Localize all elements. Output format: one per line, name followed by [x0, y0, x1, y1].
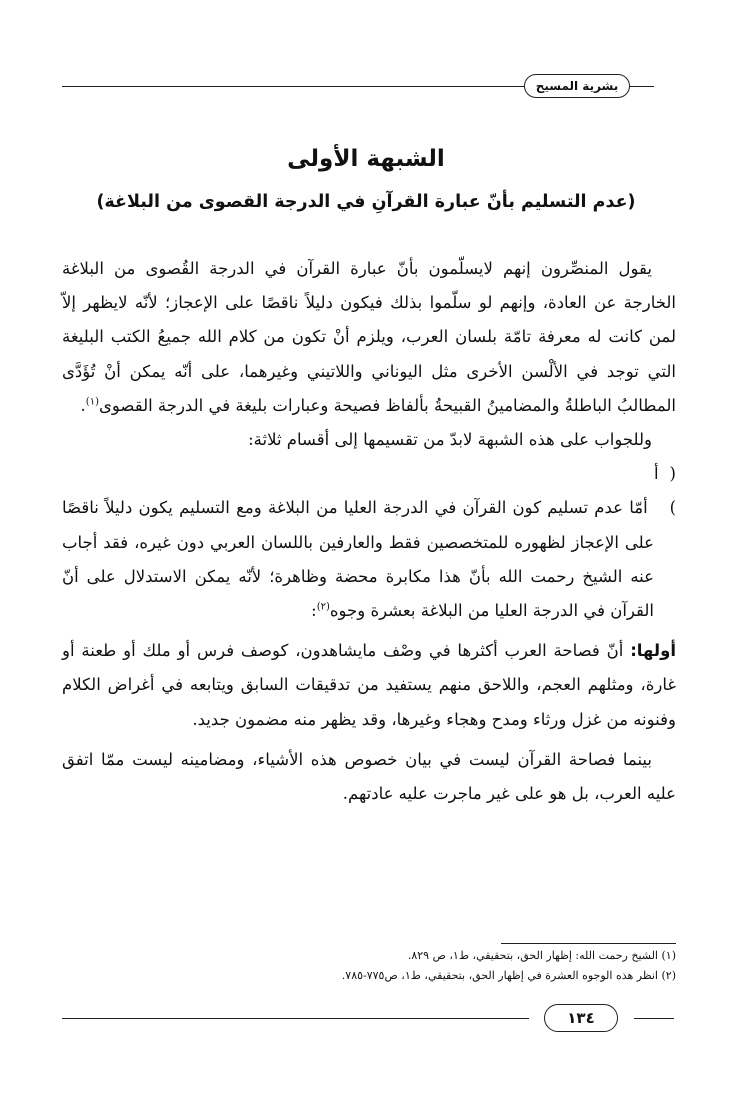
page-number: ١٣٤ [544, 1004, 618, 1032]
section-title: الشبهة الأولى [287, 146, 445, 172]
header-rule-left [62, 86, 527, 87]
footer-rule-right [634, 1018, 674, 1019]
footnote-2: (٢) انظر هذه الوجوه العشرة في إظهار الحق، بتحقيقي، ط١، ص٧٧٥-٧٨٥. [341, 969, 676, 982]
footer-rule-left [62, 1018, 529, 1019]
footnote-ref-2: (٢) [316, 601, 330, 613]
list-item-a-text: أمّا عدم تسليم كون القرآن في الدرجة العليا من البلاغة ومع التسليم يكون دليلاً ناقصًا على الإعجاز لظهوره للمتخصصين فقط والعارفين باللسان العربي دون غيره، فقد أجاب عنه الشيخ رحمت الله بأنّ هذا مكابرة محضة وظاهرة؛ لأنّه يمكن الاستدلال على أنّ القرآن في الدرجة العليا من البلاغة بعشرة وجوه [62, 498, 654, 621]
list-item-a-end: : [311, 601, 317, 621]
footnote-separator [501, 943, 676, 944]
running-header [62, 74, 654, 98]
footnotes [64, 946, 676, 986]
list-item-a-marker: ( أ ) [654, 464, 676, 518]
footnote-1: (١) الشيخ رحمت الله: إظهار الحق، بتحقيقي، ط١، ص ٨٢٩. [407, 949, 676, 962]
paragraph-1-end: . [80, 395, 86, 415]
footnote-ref-1: (١) [85, 396, 99, 408]
paragraph-3-lead: أولها: [630, 641, 676, 661]
paragraph-1 [62, 252, 676, 423]
running-title: بشرية المسيح [524, 74, 630, 98]
paragraph-1-text: يقول المنصِّرون إنهم لايسلّمون بأنّ عبارة القرآن في الدرجة القُصوى من البلاغة الخارجة عن العادة، وإنهم لو سلّموا بذلك فيكون دليلاً ناقصًا على الإعجاز؛ لأنّه لايظهر إلاّ لمن كانت له معرفة تامّة بلسان العرب، ويلزم أنْ تكون من كلام الله جميعُ الكتب البليغة التي توجد في الألْسن الأخرى مثل اليوناني واللاتيني وغيرهما، على أنّه يمكن أنْ تُؤَدَّى المطالبُ الباطلةُ والمضامينُ القبيحةُ بألفاظ فصيحة وعبارات بليغة في الدرجة القصوى [62, 259, 676, 415]
list-item-a [62, 457, 676, 628]
header-rule-right [628, 86, 654, 87]
paragraph-4: بينما فصاحة القرآن ليست في بيان خصوص هذه الأشياء، ومضامينه ليست ممّا اتفق عليه العرب، بل هو على غير ماجرت عليه عادتهم. [62, 749, 676, 804]
paragraph-3 [62, 634, 676, 737]
section-subtitle: (عدم التسليم بأنّ عبارة القرآنِ في الدرجة القصوى من البلاغة) [96, 192, 636, 212]
page-footer [62, 1004, 674, 1032]
body-text [62, 252, 676, 811]
paragraph-2: وللجواب على هذه الشبهة لابدّ من تقسيمها إلى أقسام ثلاثة: [248, 430, 652, 450]
paragraph-3-text: أنّ فصاحة العرب أكثرها في وصْف مايشاهدون، كوصف فرس أو ملك أو طعنة أو غارة، ومثلهم العجم، واللاحق منهم يستفيد من تدقيقات السابق ويتابعه في أغراض الكلام وفنونه من غزل ورثاء ومدح وهجاء وغيرها، وقد يظهر منه مضمون جديد. [62, 641, 676, 729]
